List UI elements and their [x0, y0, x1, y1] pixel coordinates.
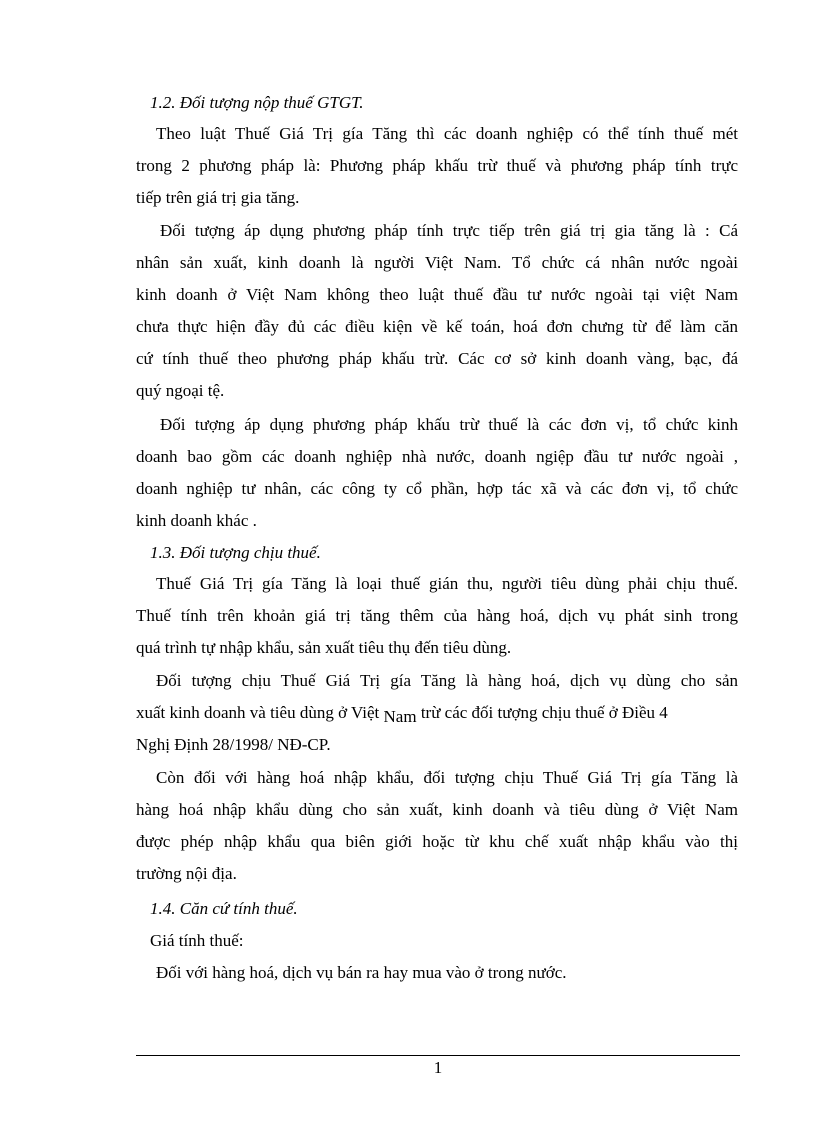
- text-segment-lowered: Nam: [383, 707, 417, 726]
- text-segment: trừ các đối tượng chịu thuế ở Điều 4: [416, 703, 668, 722]
- text-line: trong 2 phương pháp là: Phương pháp khấu trừ thuế và phương pháp tính trực: [136, 156, 738, 175]
- text-line: kinh doanh khác .: [136, 511, 257, 530]
- paragraph-taxable-objects: [136, 665, 738, 761]
- text-line: nhân sản xuất, kinh doanh là người Việt Nam. Tổ chức cá nhân nước ngoài: [136, 253, 738, 272]
- text-line: Đối tượng áp dụng phương pháp tính trực tiếp trên giá trị gia tăng là : Cá: [160, 221, 738, 240]
- text-line: tiếp trên giá trị gia tăng.: [136, 188, 300, 207]
- text-line: doanh bao gồm các doanh nghiệp nhà nước, doanh ngiệp đầu tư nước ngoài ,: [136, 447, 738, 466]
- text-line: Đối với hàng hoá, dịch vụ bán ra hay mua vào ở trong nước.: [156, 963, 567, 982]
- text-line: quý ngoại tệ.: [136, 381, 225, 400]
- text-line: được phép nhập khẩu qua biên giới hoặc từ khu chế xuất nhập khẩu vào thị: [136, 832, 738, 851]
- paragraph-tax-price: [136, 925, 738, 989]
- text-line: Thuế tính trên khoản giá trị tăng thêm của hàng hoá, dịch vụ phát sinh trong: [136, 606, 738, 625]
- text-line: trường nội địa.: [136, 864, 237, 883]
- paragraph-taxpayer-methods: [136, 118, 738, 214]
- text-segment: xuất kinh doanh và tiêu dùng ở Việt: [136, 703, 384, 722]
- text-line: [136, 697, 738, 729]
- paragraph-indirect-tax: [136, 568, 738, 664]
- text-line: chưa thực hiện đầy đủ các điều kiện về kế toán, hoá đơn chưng từ để làm căn: [136, 317, 738, 336]
- text-line: Còn đối với hàng hoá nhập khẩu, đối tượng chịu Thuế Giá Trị gía Tăng là: [156, 768, 738, 787]
- text-line: kinh doanh ở Việt Nam không theo luật thuế đầu tư nước ngoài tại việt Nam: [136, 285, 738, 304]
- text-line: Thuế Giá Trị gía Tăng là loại thuế gián thu, người tiêu dùng phải chịu thuế.: [156, 574, 738, 593]
- page-number: 1: [433, 1058, 443, 1077]
- section-heading-1-4: 1.4. Căn cứ tính thuế.: [150, 899, 298, 918]
- section-heading-1-2: 1.2. Đối tượng nộp thuế GTGT.: [150, 93, 364, 112]
- text-line: hàng hoá nhập khẩu dùng cho sản xuất, kinh doanh và tiêu dùng ở Việt Nam: [136, 800, 738, 819]
- text-line: Đối tượng chịu Thuế Giá Trị gía Tăng là hàng hoá, dịch vụ dùng cho sản: [156, 671, 738, 690]
- text-line: Giá tính thuế:: [150, 931, 244, 950]
- text-line: cứ tính thuế theo phương pháp khấu trừ. Các cơ sở kinh doanh vàng, bạc, đá: [136, 349, 738, 368]
- text-line: Nghị Định 28/1998/ NĐ-CP.: [136, 735, 331, 754]
- text-line: Theo luật Thuế Giá Trị gía Tăng thì các doanh nghiệp có thể tính thuế mét: [156, 124, 738, 143]
- paragraph-deduction-method-subjects: [136, 409, 738, 537]
- text-line: doanh nghiệp tư nhân, các công ty cổ phần, hợp tác xã và các đơn vị, tổ chức: [136, 479, 738, 498]
- paragraph-imported-goods: [136, 762, 738, 890]
- text-line: Đối tượng áp dụng phương pháp khấu trừ thuế là các đơn vị, tổ chức kinh: [160, 415, 738, 434]
- paragraph-direct-method-subjects: [136, 215, 738, 407]
- section-heading-1-3: 1.3. Đối tượng chịu thuế.: [150, 543, 321, 562]
- footer-rule: [136, 1055, 740, 1056]
- text-line: quá trình tự nhập khẩu, sản xuất tiêu thụ đến tiêu dùng.: [136, 638, 512, 657]
